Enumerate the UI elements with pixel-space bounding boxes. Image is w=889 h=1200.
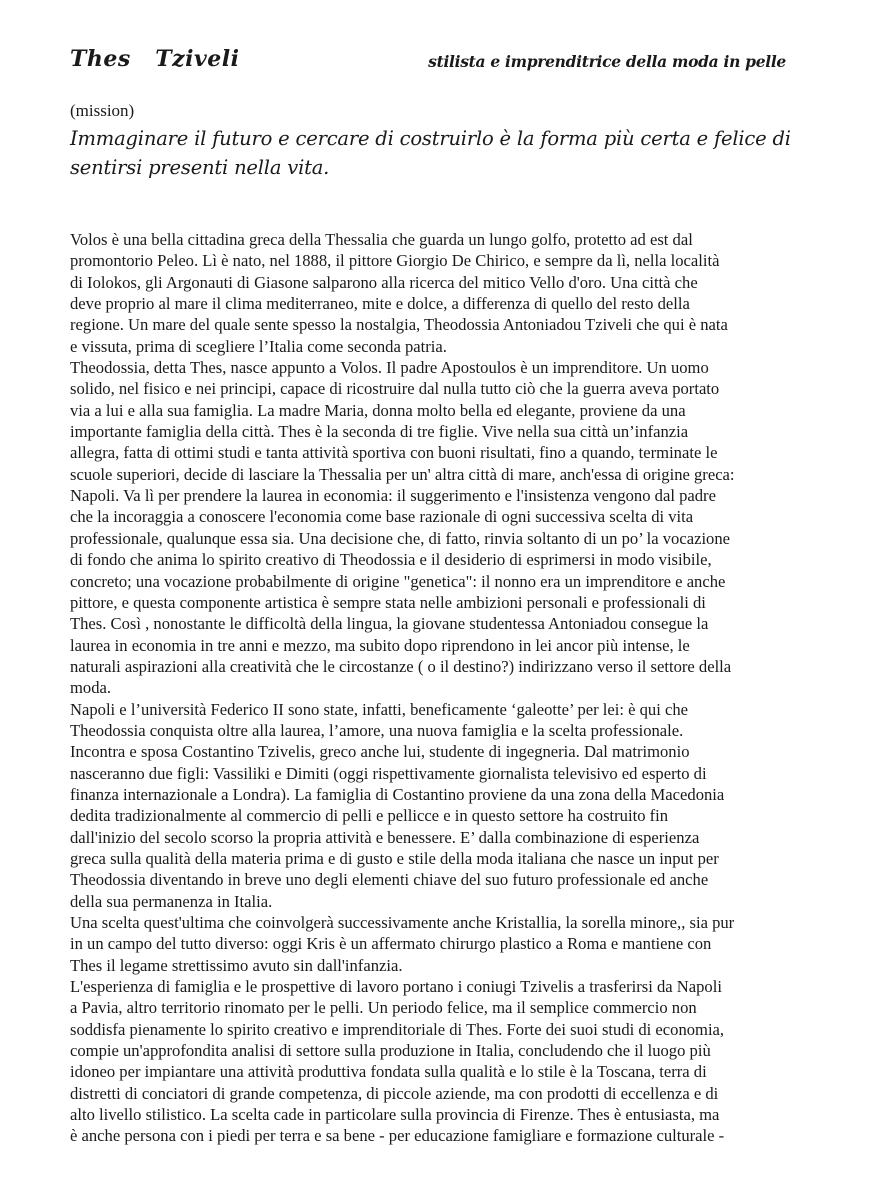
author-role: stilista e imprenditrice della moda in pelle [428, 52, 786, 71]
mission-statement [70, 124, 830, 182]
body-line: Theodossia conquista oltre alla laurea, l’amore, una nuova famiglia e la scelta professionale. [70, 720, 684, 740]
body-line: importante famiglia della città. Thes è la seconda di tre figlie. Vive nella sua città un’infanzia [70, 422, 689, 442]
body-line: professionale, qualunque essa sia. Una decisione che, di fatto, rinvia soltanto di un po’ la vocazione [70, 528, 731, 548]
body-line: Una scelta quest'ultima che coinvolgerà successivamente anche Kristallia, la sorella minore,, sia pur [70, 913, 735, 932]
body-line: soddisfa pienamente lo spirito creativo e imprenditoriale di Thes. Forte dei suoi studi di economia, [70, 1019, 725, 1039]
body-line: via a lui e alla sua famiglia. La madre Maria, donna molto bella ed elegante, proviene da una [70, 400, 686, 420]
body-line: idoneo per impiantare una attività produttiva fondata sulla qualità e lo stile è la Toscana, terra di [70, 1062, 707, 1082]
body-line: è anche persona con i piedi per terra e sa bene - per educazione famigliare e formazione culturale - [70, 1126, 725, 1146]
body-line: Volos è una bella cittadina greca della Thessalia che guarda un lungo golfo, protetto ad est dal [70, 230, 693, 249]
biography-text [70, 229, 838, 1147]
body-line: che la incoraggia a conoscere l'economia come base razionale di ogni successiva scelta di vita [70, 507, 694, 527]
body-line: pittore, e questa componente artistica è sempre stata nelle ambizioni personali e professionali di [70, 592, 706, 612]
body-line: deve proprio al mare il clima mediterraneo, mite e dolce, a differenza di quello del resto della [70, 294, 690, 314]
body-line: solido, nel fisico e nei principi, capace di ricostruire dal nulla tutto ciò che la guerra aveva portato [70, 379, 720, 399]
body-line: Napoli. Va lì per prendere la laurea in economia: il suggerimento e l'insistenza vengono dal padre [70, 486, 716, 506]
body-line: nasceranno due figli: Vassiliki e Dimiti (oggi rispettivamente giornalista televisivo ed esperto di [70, 763, 707, 783]
body-line: scuole superiori, decide di lasciare la Thessalia per un' altra città di mare, anch'essa di origine greca: [70, 464, 735, 484]
body-line: laurea in economia in tre anni e mezzo, ma subito dopo riprendono in lei ancor più intense, le [70, 635, 690, 655]
body-line: regione. Un mare del quale sente spesso la nostalgia, Theodossia Antoniadou Tziveli che qui è nata [70, 315, 728, 335]
body-line: L'esperienza di famiglia e le prospettive di lavoro portano i coniugi Tzivelis a trasferirsi da Napoli [70, 977, 722, 997]
body-line: greca sulla qualità della materia prima e di gusto e stile della moda italiana che nasce un input per [70, 848, 719, 868]
body-line: promontorio Peleo. Lì è nato, nel 1888, il pittore Giorgio De Chirico, e sempre da lì, nella località [70, 251, 720, 271]
body-line: moda. [70, 678, 112, 698]
mission-line: Immaginare il futuro e cercare di costruirlo è la forma più certa e felice di [70, 127, 791, 150]
body-line: dedita tradizionalmente al commercio di pelli e pellicce e in questo settore ha costruito fin [70, 806, 669, 826]
body-line: di Iolokos, gli Argonauti di Giasone salparono alla ricerca del mitico Vello d'oro. Una città che [70, 272, 698, 292]
body-line: Incontra e sposa Costantino Tzivelis, greco anche lui, studente di ingegneria. Dal matrimonio [70, 742, 690, 762]
body-line: di fondo che anima lo spirito creativo di Theodossia e il desiderio di esprimersi in modo visibile, [70, 550, 712, 570]
mission-label: (mission) [70, 101, 135, 120]
page-header [70, 46, 810, 80]
body-line: finanza internazionale a Londra). La famiglia di Costantino proviene da una zona della Macedonia [70, 784, 725, 804]
body-line: Thes il legame strettissimo avuto sin dall'infanzia. [70, 955, 403, 975]
body-line: concreto; una vocazione probabilmente di origine "genetica": il nonno era un imprenditore e anche [70, 571, 726, 591]
body-line: in un campo del tutto diverso: oggi Kris è un affermato chirurgo plastico a Roma e mantiene con [70, 934, 712, 954]
body-line: e vissuta, prima di scegliere l’Italia come seconda patria. [70, 336, 447, 356]
body-line: compie un'approfondita analisi di settore sulla produzione in Italia, concludendo che il luogo più [70, 1041, 711, 1061]
body-line: allegra, fatta di ottimi studi e tanta attività sportiva con buoni risultati, fino a quando, terminate le [70, 443, 718, 463]
body-line: Theodossia diventando in breve uno degli elementi chiave del suo futuro professionale ed anche [70, 870, 709, 890]
body-line: dall'inizio del secolo scorso la propria attività e benessere. E’ dalla combinazione di esperienza [70, 827, 700, 847]
body-line: naturali aspirazioni alla creatività che le circostanze ( o il destino?) indirizzano verso il settore della [70, 656, 732, 676]
body-line: Thes. Così , nonostante le difficoltà della lingua, la giovane studentessa Antoniadou consegue la [70, 614, 709, 634]
body-line: Theodossia, detta Thes, nasce appunto a Volos. Il padre Apostoulos è un imprenditore. Un uomo [70, 358, 709, 378]
body-line: alto livello stilistico. La scelta cade in particolare sulla provincia di Firenze. Thes è entusiasta, ma [70, 1105, 720, 1125]
author-name: Thes Tziveli [70, 46, 240, 72]
mission-line: sentirsi presenti nella vita. [70, 156, 330, 179]
body-line: a Pavia, altro territorio rinomato per le pelli. Un periodo felice, ma il semplice commercio non [70, 998, 697, 1018]
body-line: distretti di conciatori di grande competenza, di piccole aziende, ma con prodotti di eccellenza e di [70, 1083, 719, 1103]
body-line: della sua permanenza in Italia. [70, 891, 273, 911]
body-line: Napoli e l’università Federico II sono state, infatti, beneficamente ‘galeotte’ per lei: è qui che [70, 699, 689, 719]
